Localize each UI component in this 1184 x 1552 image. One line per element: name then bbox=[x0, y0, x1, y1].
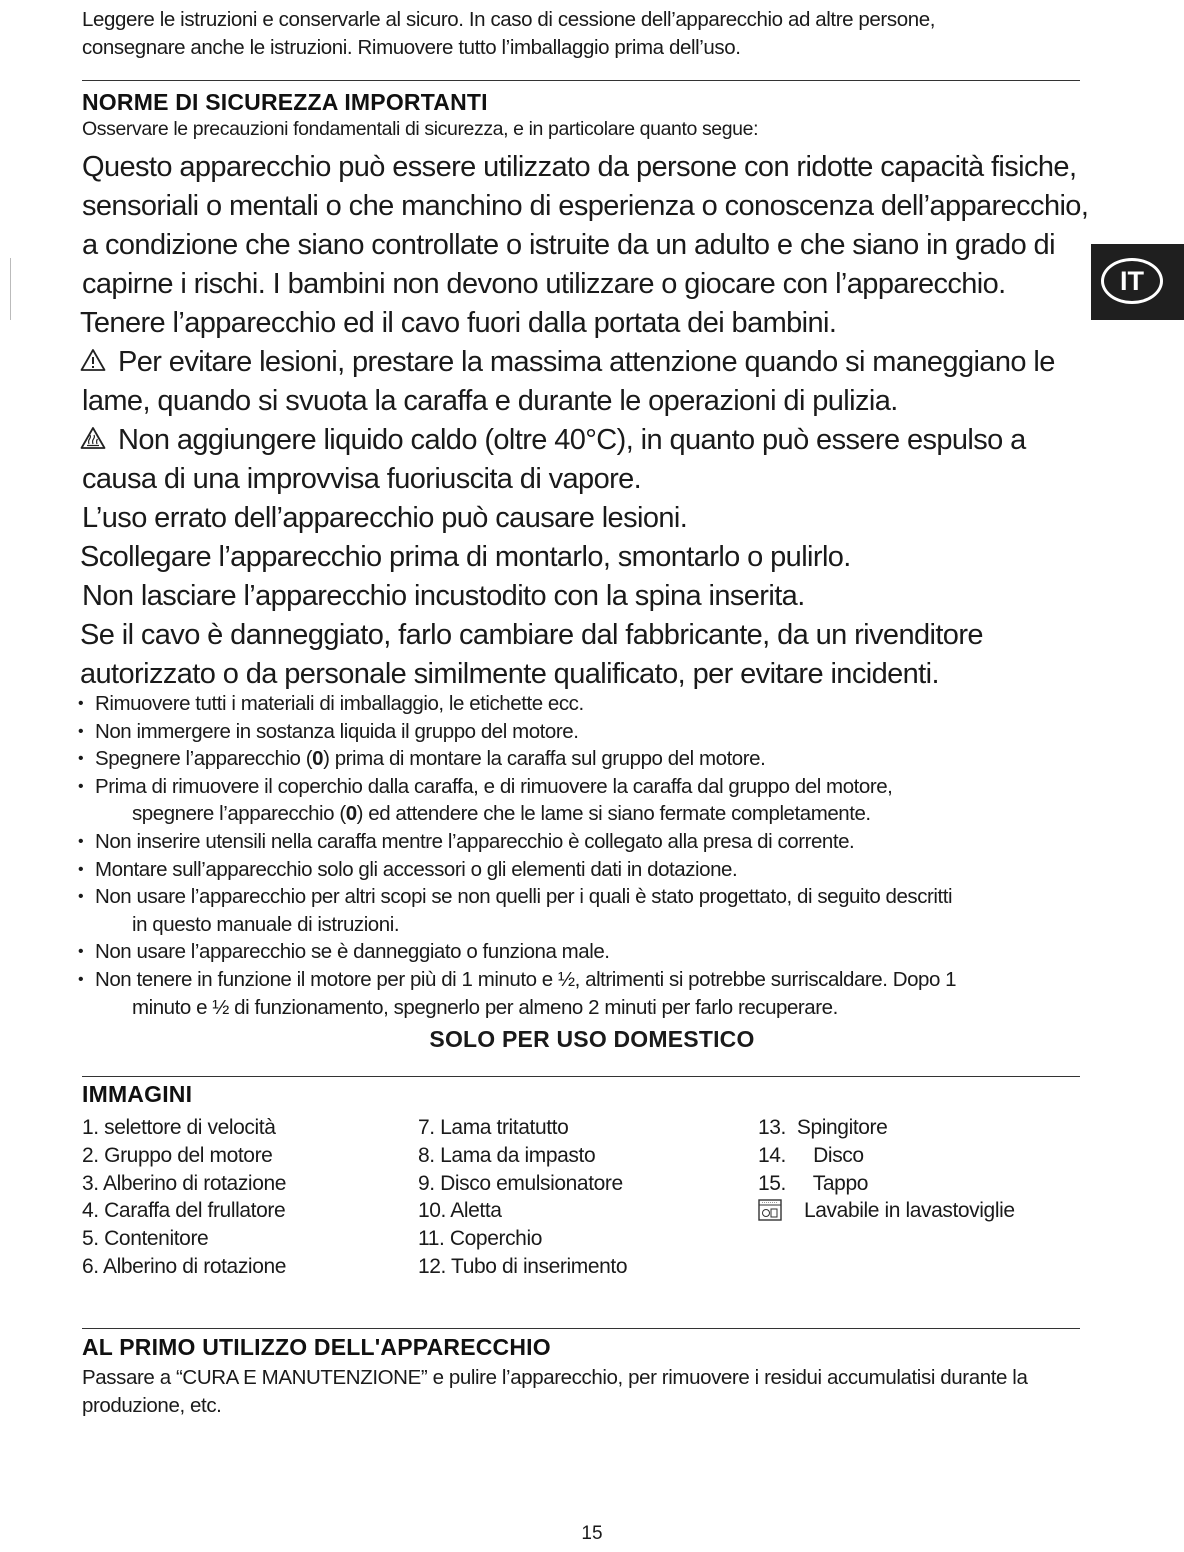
warning-text: Non aggiungere liquido caldo (oltre 40°C), in quanto può essere espulso a bbox=[118, 424, 1026, 456]
list-item bbox=[82, 773, 1082, 828]
list-item-text: Non tenere in funzione il motore per più di 1 minuto e ½, altrimenti si potrebbe surriscaldare. Dopo 1 bbox=[95, 967, 957, 991]
part-item: 7. Lama tritatutto bbox=[418, 1116, 569, 1139]
first-use-text bbox=[82, 1364, 1082, 1420]
section-divider bbox=[82, 80, 1080, 81]
list-item-text: Prima di rimuovere il coperchio dalla caraffa, e di rimuovere la caraffa dal gruppo del motore, bbox=[95, 774, 893, 798]
off-position-symbol: 0 bbox=[312, 747, 324, 771]
warning-text: Per evitare lesioni, prestare la massima attenzione quando si maneggiano le bbox=[118, 346, 1055, 378]
part-item: 3. Alberino di rotazione bbox=[82, 1171, 287, 1195]
list-item-text: Non usare l’apparecchio se è danneggiato o funziona male. bbox=[95, 940, 610, 964]
first-use-line: produzione, etc. bbox=[82, 1394, 222, 1417]
parts-list-column bbox=[82, 1114, 286, 1281]
dishwasher-safe-item bbox=[758, 1197, 1015, 1225]
dishwasher-icon bbox=[758, 1199, 782, 1221]
warning-line: autorizzato o da personale similmente qualificato, per evitare incidenti. bbox=[80, 658, 939, 690]
warning-triangle-icon bbox=[80, 344, 106, 368]
warning-line: Questo apparecchio può essere utilizzato da persone con ridotte capacità fisiche, bbox=[82, 151, 1077, 183]
warning-line bbox=[80, 343, 1120, 382]
list-item bbox=[82, 938, 1082, 966]
page-number: 15 bbox=[581, 1523, 603, 1544]
part-item: 9. Disco emulsionatore bbox=[418, 1171, 623, 1195]
list-item bbox=[82, 745, 1082, 773]
part-item: 2. Gruppo del motore bbox=[82, 1143, 273, 1167]
part-item: 11. Coperchio bbox=[418, 1227, 542, 1251]
safety-bullet-list bbox=[82, 690, 1082, 1021]
off-position-symbol: 0 bbox=[345, 802, 357, 826]
list-item-text: Spegnere l’apparecchio ( bbox=[95, 747, 313, 771]
list-item bbox=[82, 883, 1082, 938]
part-item: 10. Aletta bbox=[418, 1199, 502, 1223]
safety-heading: NORME DI SICUREZZA IMPORTANTI bbox=[82, 89, 488, 115]
list-item-text: ) prima di montare la caraffa sul gruppo del motore. bbox=[323, 747, 766, 771]
warning-line: Non lasciare l’apparecchio incustodito con la spina inserita. bbox=[82, 580, 805, 612]
intro-line: consegnare anche le istruzioni. Rimuovere tutto l’imballaggio prima dell’uso. bbox=[82, 36, 741, 59]
parts-list-column bbox=[418, 1114, 627, 1281]
section-divider bbox=[82, 1328, 1080, 1329]
part-item: 4. Caraffa del frullatore bbox=[82, 1199, 286, 1223]
part-item: 13. Spingitore bbox=[758, 1116, 888, 1139]
first-use-line: Passare a “CURA E MANUTENZIONE” e pulire l’apparecchio, per rimuovere i residui accumulatisi durante la bbox=[82, 1366, 1028, 1389]
hot-surface-warning-icon bbox=[80, 422, 106, 446]
list-item bbox=[82, 966, 1082, 1021]
list-item-continuation: in questo manuale di istruzioni. bbox=[132, 912, 400, 936]
list-item-text: Montare sull’apparecchio solo gli accessori o gli elementi dati in dotazione. bbox=[95, 857, 738, 881]
warning-line: sensoriali o mentali o che manchino di esperienza o conoscenza dell’apparecchio, bbox=[82, 190, 1089, 222]
warning-line bbox=[80, 421, 1120, 460]
warning-line: a condizione che siano controllate o istruite da un adulto e che siano in grado di bbox=[82, 229, 1055, 261]
warning-line: capirne i rischi. I bambini non devono utilizzare o giocare con l’apparecchio. bbox=[82, 268, 1006, 300]
safety-warnings bbox=[80, 148, 1120, 694]
part-item: 14. Disco bbox=[758, 1143, 864, 1167]
safety-subtitle: Osservare le precauzioni fondamentali di sicurezza, e in particolare quanto segue: bbox=[82, 118, 759, 140]
part-item: 15. Tappo bbox=[758, 1171, 869, 1195]
part-item: 6. Alberino di rotazione bbox=[82, 1254, 287, 1278]
list-item bbox=[82, 690, 1082, 718]
list-item-text: spegnere l’apparecchio ( bbox=[132, 802, 346, 826]
list-item-text: Non inserire utensili nella caraffa mentre l’apparecchio è collegato alla presa di corrente. bbox=[95, 829, 855, 853]
images-heading: IMMAGINI bbox=[82, 1081, 193, 1107]
list-item bbox=[82, 856, 1082, 884]
intro-line: Leggere le istruzioni e conservarle al sicuro. In caso di cessione dell’apparecchio ad altre persone, bbox=[82, 8, 935, 31]
list-item-text: ) ed attendere che le lame si siano fermate completamente. bbox=[356, 802, 871, 826]
list-item bbox=[82, 718, 1082, 746]
part-item: 12. Tubo di inserimento bbox=[418, 1254, 628, 1278]
list-item-text: Non usare l’apparecchio per altri scopi se non quelli per i quali è stato progettato, di seguito descritti bbox=[95, 885, 953, 909]
intro-text bbox=[82, 6, 935, 62]
part-item: 5. Contenitore bbox=[82, 1227, 209, 1251]
warning-line: causa di una improvvisa fuoriuscita di vapore. bbox=[82, 463, 642, 495]
warning-line: L’uso errato dell’apparecchio può causare lesioni. bbox=[82, 502, 688, 534]
list-item-continuation: minuto e ½ di funzionamento, spegnerlo per almeno 2 minuti per farlo recuperare. bbox=[132, 995, 838, 1019]
part-item: 8. Lama da impasto bbox=[418, 1143, 596, 1167]
dishwasher-label: Lavabile in lavastoviglie bbox=[804, 1199, 1015, 1223]
list-item-text: Non immergere in sostanza liquida il gruppo del motore. bbox=[95, 719, 579, 743]
warning-line: lame, quando si svuota la caraffa e durante le operazioni di pulizia. bbox=[82, 385, 898, 417]
list-item-continuation bbox=[95, 800, 1082, 828]
parts-list-column bbox=[758, 1114, 1015, 1225]
warning-line: Scollegare l’apparecchio prima di montarlo, smontarlo o pulirlo. bbox=[80, 541, 851, 573]
list-item-text: Rimuovere tutti i materiali di imballaggio, le etichette ecc. bbox=[95, 692, 584, 715]
domestic-use-notice: SOLO PER USO DOMESTICO bbox=[429, 1026, 755, 1052]
first-use-heading: AL PRIMO UTILIZZO DELL'APPARECCHIO bbox=[82, 1334, 551, 1360]
margin-mark bbox=[10, 258, 11, 320]
list-item bbox=[82, 828, 1082, 856]
section-divider bbox=[82, 1076, 1080, 1077]
part-item: 1. selettore di velocità bbox=[82, 1116, 276, 1139]
warning-line: Tenere l’apparecchio ed il cavo fuori dalla portata dei bambini. bbox=[80, 307, 837, 339]
warning-line: Se il cavo è danneggiato, farlo cambiare dal fabbricante, da un rivenditore bbox=[80, 619, 983, 651]
language-tab-label: IT bbox=[1120, 266, 1144, 296]
